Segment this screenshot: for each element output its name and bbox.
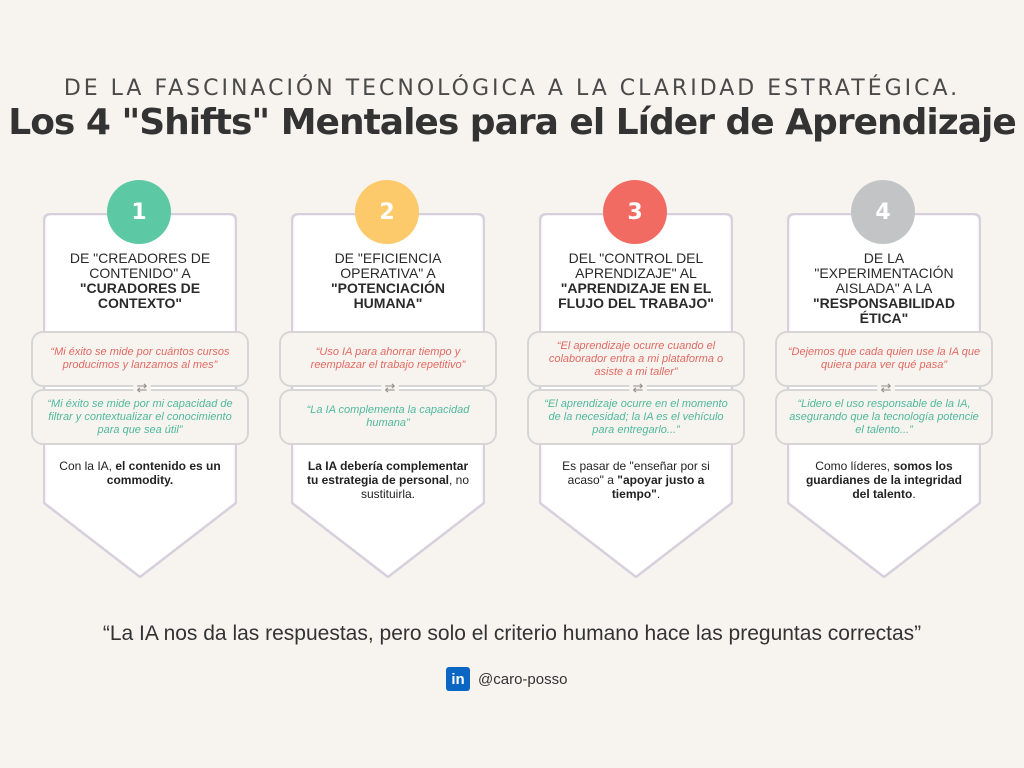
new-mindset-quote: “Mi éxito se mide por mi capacidad de filtrar y contextualizar el conocimiento para que sea útil” bbox=[31, 389, 249, 445]
step-number-circle: 3 bbox=[603, 180, 667, 244]
new-mindset-quote: “La IA complementa la capacidad humana” bbox=[279, 389, 497, 445]
shift-heading-target: "APRENDIZAJE EN EL FLUJO DEL TRABAJO" bbox=[558, 280, 714, 311]
summary-tail: , no sustituirla. bbox=[360, 473, 470, 501]
step-number-circle: 2 bbox=[355, 180, 419, 244]
shift-summary bbox=[801, 459, 967, 501]
step-number-circle: 1 bbox=[107, 180, 171, 244]
summary-text: Es pasar de "enseñar por si acaso" a bbox=[562, 459, 710, 487]
old-mindset-quote: “Dejemos que cada quien use la IA que quiera para ver qué pasa” bbox=[775, 331, 993, 387]
summary-bold: el contenido es un commodity. bbox=[106, 459, 221, 487]
closing-quote: “La IA nos da las respuestas, pero solo el criterio humano hace las preguntas correctas” bbox=[102, 622, 922, 645]
summary-text: Con la IA, bbox=[59, 459, 116, 473]
summary-bold: somos los guardianes de la integridad del talento bbox=[805, 459, 963, 501]
new-mindset-quote: “El aprendizaje ocurre en el momento de la necesidad; la IA es el vehículo para entregarlo...” bbox=[527, 389, 745, 445]
linkedin-icon: in bbox=[446, 667, 470, 691]
summary-tail: . bbox=[912, 487, 916, 501]
new-mindset-quote: “Lidero el uso responsable de la IA, asegurando que la tecnología potencie el talento...” bbox=[775, 389, 993, 445]
step-number-circle: 4 bbox=[851, 180, 915, 244]
shift-heading-prefix: DE "EFICIENCIA OPERATIVA" A bbox=[334, 250, 442, 281]
linkedin-profile-link[interactable] bbox=[446, 667, 567, 691]
shift-heading-target: "POTENCIACIÓN HUMANA" bbox=[331, 280, 445, 311]
old-mindset-quote: “El aprendizaje ocurre cuando el colaborador entra a mi plataforma o asiste a mi taller” bbox=[527, 331, 745, 387]
old-mindset-quote: “Mi éxito se mide por cuántos cursos producimos y lanzamos al mes” bbox=[31, 331, 249, 387]
page-subtitle: DE LA FASCINACIÓN TECNOLÓGICA A LA CLARIDAD ESTRATÉGICA. bbox=[63, 76, 961, 101]
linkedin-handle[interactable]: @caro-posso bbox=[478, 670, 568, 688]
shift-heading bbox=[57, 251, 223, 311]
shift-heading-prefix: DEL "CONTROL DEL APRENDIZAJE" AL bbox=[568, 250, 704, 281]
shift-heading bbox=[305, 251, 471, 311]
summary-bold: La IA debería complementar tu estrategia de personal bbox=[306, 459, 469, 487]
shift-heading-prefix: DE LA "EXPERIMENTACIÓN AISLADA" A LA bbox=[814, 250, 954, 296]
shift-heading-target: "CURADORES DE CONTEXTO" bbox=[79, 280, 201, 311]
summary-bold: "apoyar justo a tiempo" bbox=[611, 473, 705, 501]
shift-card-2 bbox=[291, 199, 485, 578]
page-title: Los 4 "Shifts" Mentales para el Líder de Aprendizaje bbox=[8, 102, 1016, 143]
shift-heading bbox=[553, 251, 719, 311]
shift-heading-prefix: DE "CREADORES DE CONTENIDO" A bbox=[69, 250, 211, 281]
shift-heading bbox=[801, 251, 967, 326]
shift-card-1 bbox=[43, 199, 237, 578]
swap-arrows-icon: ⇄ bbox=[133, 379, 151, 397]
shift-summary bbox=[57, 459, 223, 487]
shift-summary bbox=[553, 459, 719, 501]
old-mindset-quote: “Uso IA para ahorrar tiempo y reemplazar el trabajo repetitivo” bbox=[279, 331, 497, 387]
swap-arrows-icon: ⇄ bbox=[877, 379, 895, 397]
shift-heading-target: "RESPONSABILIDAD ÉTICA" bbox=[813, 295, 955, 326]
shift-card-3 bbox=[539, 199, 733, 578]
shift-card-4 bbox=[787, 199, 981, 578]
swap-arrows-icon: ⇄ bbox=[629, 379, 647, 397]
shift-summary bbox=[305, 459, 471, 501]
summary-tail: . bbox=[656, 487, 661, 501]
swap-arrows-icon: ⇄ bbox=[381, 379, 399, 397]
summary-text: Como líderes, bbox=[815, 459, 894, 473]
